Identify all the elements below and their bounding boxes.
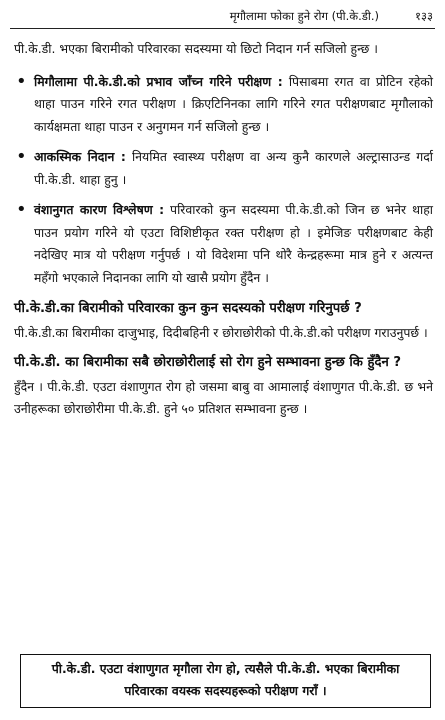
bullet-text <box>34 71 433 139</box>
bullet-icon: • <box>16 199 27 220</box>
bullet-item-incidental <box>14 146 433 191</box>
header-title: मृगौलामा फोका हुने रोग (पी.के.डी.) <box>229 9 379 23</box>
bullet-text <box>34 199 433 289</box>
running-header <box>10 6 435 29</box>
main-content <box>14 38 433 427</box>
bullet-icon: • <box>16 146 27 167</box>
question-heading: पी.के.डी. का बिरामीका सबै छोराछोरीलाई सो रोग हुने सम्भावना हुन्छ कि हुँदैन ? <box>14 354 402 370</box>
bullet-heading: मिगौलामा पी.के.डी.को प्रभाव जाँच्न गरिने परीक्षण : <box>34 73 283 89</box>
bullet-item-kidney-test <box>14 71 433 139</box>
answer-paragraph: पी.के.डी.का बिरामीका दाजुभाइ, दिदीबहिनी र छोराछोरीको पी.के.डी.को परीक्षण गराउनुपर्छ । <box>14 325 428 340</box>
bullet-body: पिसाबमा रगत वा प्रोटिन रहेको थाहा पाउन गरिने रगत परीक्षण । क्रिएटिनिनका लागि गरिने रगत परीक्षणबाट मृगौलाको कार्यक्षमता थाहा पाउन र अनुगमन गर्न सजिलो हुन्छ । <box>34 73 433 134</box>
question-heading: पी.के.डी.का बिरामीको परिवारका कुन कुन सदस्यको परीक्षण गरिनुपर्छ ? <box>14 301 362 316</box>
bullet-text <box>34 146 433 191</box>
bullet-body: नियमित स्वास्थ्य परीक्षण वा अन्य कुनै कारणले अल्ट्रासाउन्ड गर्दा पी.के.डी. थाहा हुनु । <box>34 149 433 187</box>
bullet-body: परिवारको कुन सदस्यमा पी.के.डी.को जिन छ भनेर थाहा पाउन प्रयोग गरिने यो एउटा विशिष्टीकृत रक्त परीक्षण हो । इमेजिङ परीक्षणबाट केही नदेखिए मात्र यो परीक्षण गर्नुपर्छ । यो विदेशमा पनि थोरै केन्द्रहरूमा मात्र हुने र अत्यन्त महँगो भएकाले निदानका लागि यो खासै प्रयोग हुँदैन । <box>34 202 433 285</box>
page-number: १३३ <box>415 9 433 23</box>
bullet-heading: आकस्मिक निदान : <box>34 149 126 164</box>
answer-paragraph: हुँदैन । पी.के.डी. एउटा वंशाणुगत रोग हो जसमा बाबु वा आमालाई वंशाणुगत पी.के.डी. छ भने उनीहरूका छोराछोरीमा पी.के.डी. हुने ५० प्रतिशत सम्भावना हुन्छ । <box>14 378 433 416</box>
bullet-icon: • <box>16 70 27 92</box>
bullet-heading: वंशानुगत कारण विश्लेषण : <box>34 202 165 217</box>
intro-paragraph: पी.के.डी. भएका बिरामीको परिवारका सदस्यमा यो छिटो निदान गर्न सजिलो हुन्छ । <box>14 41 378 56</box>
bullet-item-genetic <box>14 199 433 289</box>
summary-note-box: पी.के.डी. एउटा वंशाणुगत मृगौला रोग हो, त्यसैले पी.के.डी. भएका बिरामीका परिवारका वयस्क सदस्यहरूको परीक्षण गराँ । <box>20 654 431 708</box>
